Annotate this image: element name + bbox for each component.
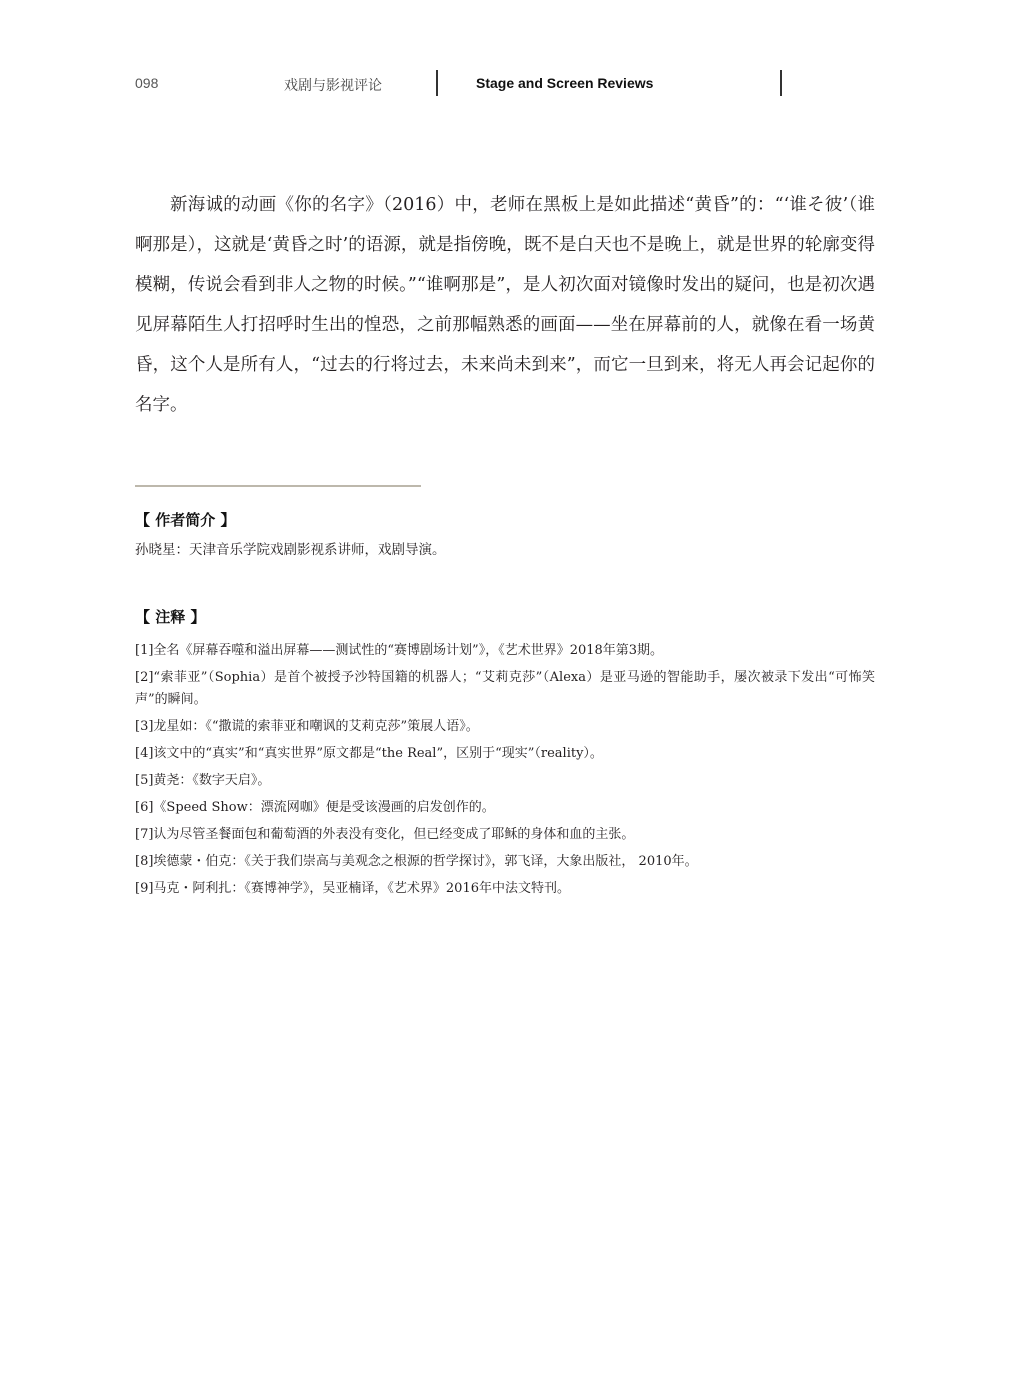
page-header [0, 0, 1021, 110]
header-divider-left [436, 70, 438, 96]
note-item: [9]马克・阿利扎：《赛博神学》，吴亚楠译，《艺术界》2016年中法文特刊。 [135, 881, 570, 896]
author-bio: 孙晓星：天津音乐学院戏剧影视系讲师，戏剧导演。 [135, 542, 446, 558]
note-item: [8]埃德蒙・伯克：《关于我们崇高与美观念之根源的哲学探讨》，郭飞译，大象出版社， 2010年。 [135, 854, 698, 869]
note-item: [2]“索菲亚”（Sophia）是首个被授予沙特国籍的机器人；“艾莉克莎”（Alexa）是亚马逊的智能助手，屡次被录下发出“可怖笑声”的瞬间。 [135, 670, 875, 707]
page-number: 098 [135, 75, 159, 91]
author-heading: 【 作者简介 】 [135, 511, 236, 529]
section-divider [135, 485, 421, 487]
note-item: [6]《Speed Show：漂流网咖》便是受该漫画的启发创作的。 [135, 800, 495, 815]
note-item: [4]该文中的“真实”和“真实世界”原文都是“the Real”，区别于“现实”（reality）。 [135, 746, 603, 761]
note-item: [7]认为尽管圣餐面包和葡萄酒的外表没有变化，但已经变成了耶稣的身体和血的主张。 [135, 827, 635, 842]
notes-list [135, 640, 875, 905]
header-divider-right [780, 70, 782, 96]
journal-title-chinese: 戏剧与影视评论 [284, 78, 382, 94]
journal-title-english: Stage and Screen Reviews [476, 75, 654, 91]
note-item: [5]黄尧：《数字天启》。 [135, 773, 271, 788]
note-item: [3]龙星如：《“撒谎的索菲亚和嘲讽的艾莉克莎”策展人语》。 [135, 719, 479, 734]
body-paragraph: 新海诚的动画《你的名字》（2016）中，老师在黑板上是如此描述“黄昏”的：“‘谁そ彼’（谁啊那是），这就是‘黄昏之时’的语源，就是指傍晚，既不是白天也不是晚上，就是世界的轮廓变得模糊，传说会看到非人之物的时候。”“谁啊那是”，是人初次面对镜像时发出的疑问，也是初次遇见屏幕陌生人打招呼时生出的惶恐，之前那幅熟悉的画面——坐在屏幕前的人，就像在看一场黄昏，这个人是所有人，“过去的行将过去，未来尚未到来”，而它一旦到来，将无人再会记起你的名字。 [135, 195, 875, 415]
notes-heading: 【 注释 】 [135, 608, 206, 626]
note-item: [1]全名《屏幕吞噬和溢出屏幕——测试性的“赛博剧场计划”》，《艺术世界》2018年第3期。 [135, 643, 664, 658]
